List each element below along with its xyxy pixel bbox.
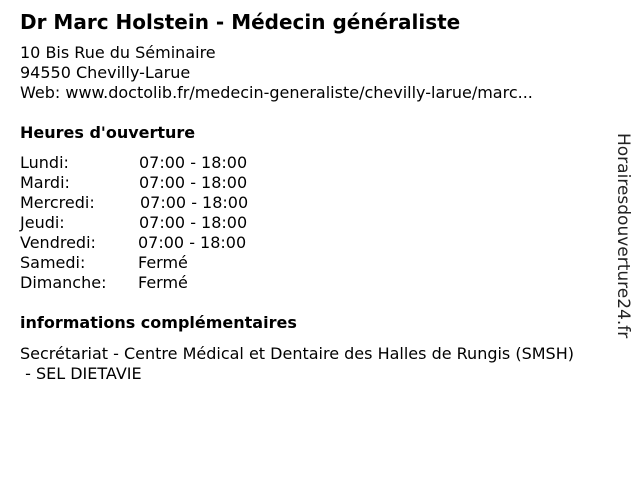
website-link[interactable]: Web: www.doctolib.fr/medecin-generaliste/chevilly-larue/marc... bbox=[20, 83, 533, 102]
hours-value: 07:00 - 18:00 bbox=[139, 153, 248, 172]
page-title: Dr Marc Holstein - Médecin généraliste bbox=[20, 10, 461, 34]
day-label: Mardi: bbox=[20, 173, 70, 192]
opening-hours-heading: Heures d'ouverture bbox=[20, 123, 196, 142]
day-label: Dimanche: bbox=[20, 273, 107, 292]
day-label: Lundi: bbox=[20, 153, 69, 172]
additional-info-heading: informations complémentaires bbox=[20, 313, 297, 332]
hours-value: 07:00 - 18:00 bbox=[140, 193, 249, 212]
day-label: Samedi: bbox=[20, 253, 86, 272]
hours-value: 07:00 - 18:00 bbox=[139, 213, 248, 232]
hours-value: Fermé bbox=[138, 253, 188, 272]
hours-value: 07:00 - 18:00 bbox=[139, 173, 248, 192]
hours-value: Fermé bbox=[138, 273, 188, 292]
additional-info-line: - SEL DIETAVIE bbox=[20, 364, 142, 383]
address-city: 94550 Chevilly-Larue bbox=[20, 63, 191, 82]
additional-info-text bbox=[20, 344, 574, 384]
additional-info-line: Secrétariat - Centre Médical et Dentaire des Halles de Rungis (SMSH) bbox=[20, 344, 574, 363]
day-label: Mercredi: bbox=[20, 193, 95, 212]
hours-value: 07:00 - 18:00 bbox=[138, 233, 247, 252]
day-label: Jeudi: bbox=[20, 213, 65, 232]
address-street: 10 Bis Rue du Séminaire bbox=[20, 43, 216, 62]
day-label: Vendredi: bbox=[20, 233, 96, 252]
address-block bbox=[20, 43, 533, 103]
watermark-text: Horairesdouverture24.fr bbox=[613, 133, 633, 339]
